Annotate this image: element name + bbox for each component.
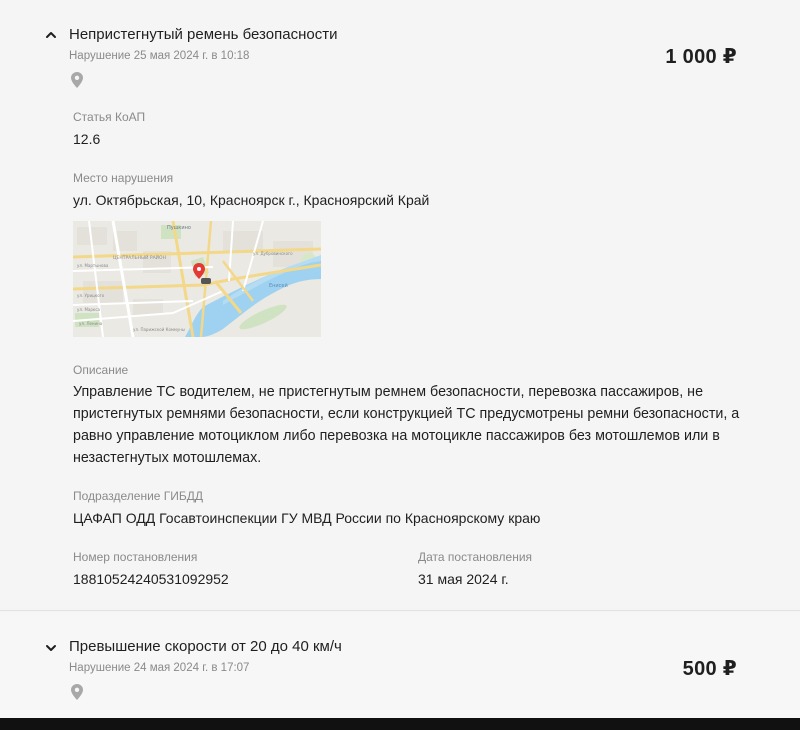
description-value: Управление ТС водителем, не пристегнутым ремнем безопасности, перевозка пассажиров, не пристегнутых ремнями безопасности, если конструкцией ТС предусмотрены ремни безопасности, а равно управление мотоциклом либо перевозка на мотоцикле пассажиров без мотошлемов или в незастегнутых мотошлемах. — [73, 384, 740, 466]
place-label: Место нарушения — [73, 171, 174, 185]
map-label: Енисей — [269, 283, 288, 289]
description-label: Описание — [73, 363, 129, 377]
department-value: ЦАФАП ОДД Госавтоинспекции ГУ МВД России по Красноярскому краю — [73, 510, 541, 526]
violation-title[interactable]: Превышение скорости от 20 до 40 км/ч — [69, 638, 342, 655]
violation-card-speeding — [0, 612, 800, 718]
bottom-bar — [0, 718, 800, 730]
map-label: ул. Ленина — [79, 321, 103, 326]
department-label: Подразделение ГИБДД — [73, 489, 204, 503]
location-pin-icon[interactable] — [71, 72, 83, 88]
resolution-date-value: 31 мая 2024 г. — [418, 571, 509, 587]
map-image — [73, 221, 321, 337]
violation-title[interactable]: Непристегнутый ремень безопасности — [69, 26, 338, 43]
map-label: ул. Дубровинского — [253, 251, 293, 256]
map-label: ул. Парижской Коммуны — [133, 327, 186, 332]
resolution-number-value: 18810524240531092952 — [73, 571, 229, 587]
chevron-up-icon[interactable] — [44, 28, 58, 42]
resolution-date-label: Дата постановления — [418, 550, 533, 564]
fine-amount: 1 000 ₽ — [665, 46, 737, 68]
location-pin-icon[interactable] — [71, 684, 83, 700]
chevron-down-icon[interactable] — [44, 641, 58, 655]
violation-date: Нарушение 24 мая 2024 г. в 17:07 — [69, 662, 250, 674]
article-label: Статья КоАП — [73, 110, 146, 124]
resolution-number-label: Номер постановления — [73, 550, 198, 564]
place-value: ул. Октябрьская, 10, Красноярск г., Красноярский Край — [73, 192, 430, 208]
map-label: ул. Урицкого — [77, 293, 105, 298]
map-label: ЦЕНТРАЛЬНЫЙ РАЙОН — [113, 256, 166, 261]
violation-date: Нарушение 25 мая 2024 г. в 10:18 — [69, 50, 250, 62]
map-label: ул. Маркса — [77, 307, 100, 312]
fine-amount: 500 ₽ — [682, 658, 737, 680]
map-label: ул. Мартынова — [77, 263, 109, 268]
violation-map[interactable] — [73, 221, 321, 337]
article-value: 12.6 — [73, 131, 101, 147]
map-label: Пушкино — [167, 225, 191, 231]
